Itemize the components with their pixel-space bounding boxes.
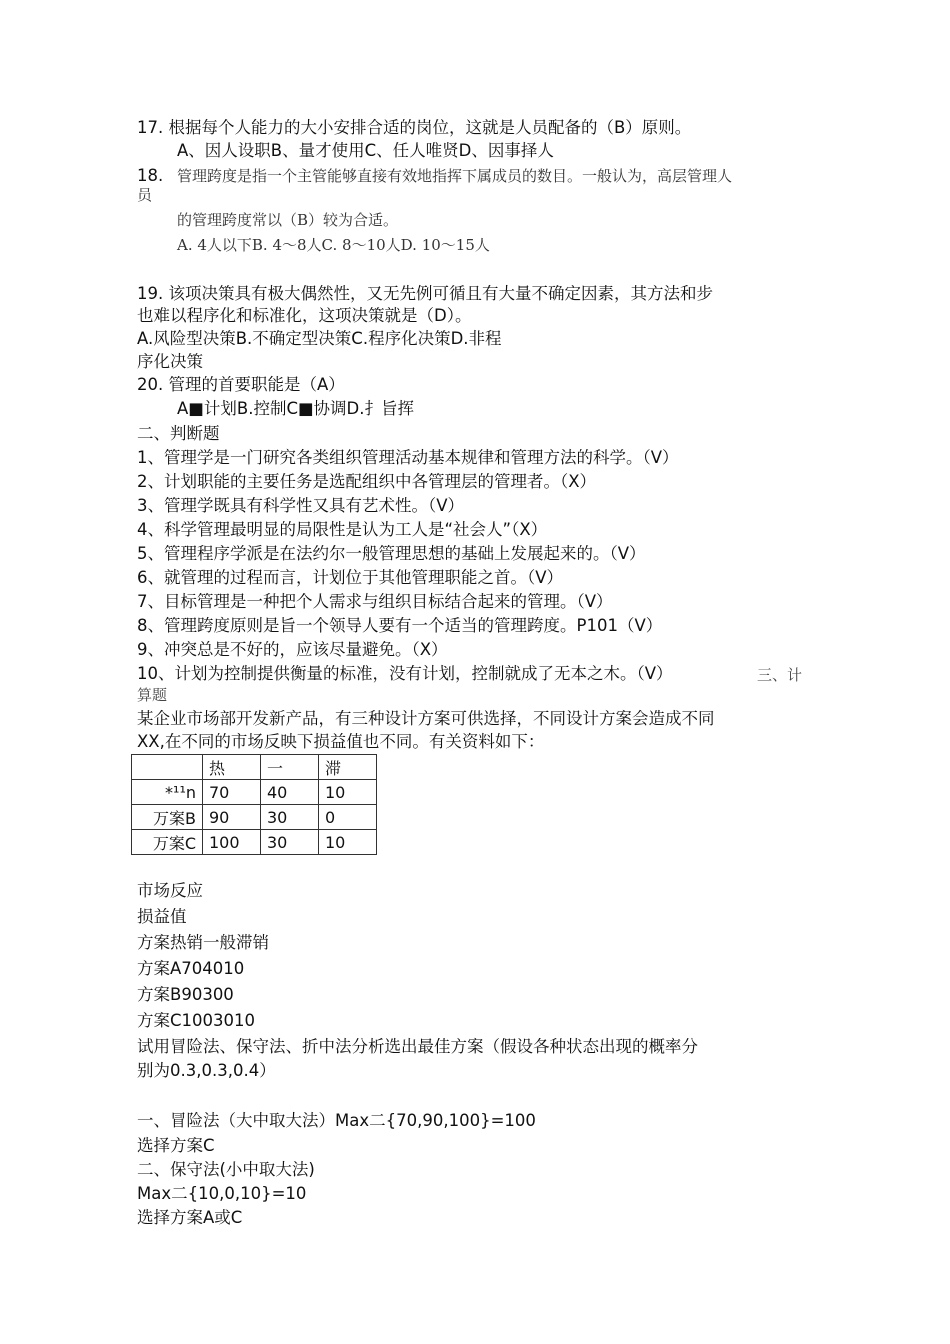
market-response-label: 市场反应	[137, 881, 203, 900]
table-cell: 30	[261, 830, 319, 855]
table-cell: 70	[203, 780, 261, 805]
profit-value-label: 损益值	[137, 907, 187, 926]
question-19: 19. 该项决策具有极大偶然性，又无先例可循且有大量不确定因素，其方法和步	[137, 284, 713, 303]
plan-b-line: 方案B90300	[137, 985, 234, 1004]
tf-item-2: 2、计划职能的主要任务是选配组织中各管理层的管理者。（X）	[137, 472, 597, 491]
tf-item-5: 5、管理程序学派是在法约尔一般管理思想的基础上发展起来的。（V）	[137, 544, 646, 563]
risk-method: 一、冒险法（大中取大法）Max二{70,90,100}=100	[137, 1111, 536, 1130]
table-cell: 90	[203, 805, 261, 830]
table-row	[132, 780, 377, 805]
table-cell: 滞	[319, 755, 377, 780]
table-cell: 热	[203, 755, 261, 780]
table-cell: 100	[203, 830, 261, 855]
question-17-options: A、因人设职B、量才使用C、任人唯贤D、因事择人	[177, 141, 554, 160]
calc-problem-cont: XX,在不同的市场反映下损益值也不同。有关资料如下：	[137, 732, 545, 751]
table-cell: 40	[261, 780, 319, 805]
question-19-options-cont: 序化决策	[137, 352, 203, 371]
question-20-options: A■计划B.控制C■协调D.扌旨挥	[177, 399, 415, 418]
question-19-cont: 也难以程序化和标准化，这项决策就是（D）。	[137, 306, 472, 325]
table-row	[132, 805, 377, 830]
question-20: 20. 管理的首要职能是（A）	[137, 375, 345, 394]
table-row	[132, 755, 377, 780]
question-18-number: 18.	[137, 166, 164, 185]
table-cell	[132, 755, 203, 780]
table-cell: 万案C	[132, 830, 203, 855]
tf-item-9: 9、冲突总是不好的，应该尽量避免。（X）	[137, 640, 448, 659]
tf-item-4: 4、科学管理最明显的局限性是认为工人是“社会人”（X）	[137, 520, 548, 539]
question-18-text: 管理跨度是指一个主管能够直接有效地指挥下属成员的数目。一般认为，高层管理人	[177, 167, 733, 185]
tf-item-7: 7、目标管理是一种把个人需求与组织目标结合起来的管理。（V）	[137, 592, 613, 611]
calc-instruction-cont: 别为0.3,0.3,0.4）	[137, 1061, 276, 1080]
payoff-table	[131, 754, 377, 855]
tf-item-8: 8、管理跨度原则是旨一个领导人要有一个适当的管理跨度。P101（V）	[137, 616, 663, 635]
table-cell: 0	[319, 805, 377, 830]
question-19-options: A.风险型决策B.不确定型决策C.程序化决策D.非程	[137, 329, 502, 348]
section-heading-calc-cont: 算题	[137, 686, 168, 704]
plan-c-line: 方案C1003010	[137, 1011, 256, 1030]
table-cell: 10	[319, 830, 377, 855]
tf-item-6: 6、就管理的过程而言，计划位于其他管理职能之首。（V）	[137, 568, 564, 587]
section-heading-calc: 三、计	[757, 666, 803, 684]
plan-a-line: 方案A704010	[137, 959, 245, 978]
section-heading-true-false: 二、判断题	[137, 424, 220, 443]
tf-item-3: 3、管理学既具有科学性又具有艺术性。（V）	[137, 496, 465, 515]
conservative-method: 二、保守法(小中取大法)	[137, 1160, 315, 1179]
conservative-method-max: Max二{10,0,10}=10	[137, 1184, 307, 1203]
question-17: 17. 根据每个人能力的大小安排合适的岗位，这就是人员配备的（B）原则。	[137, 118, 692, 137]
question-18-options: A. 4人以下B. 4～8人C. 8～10人D. 10～15人	[177, 236, 490, 254]
table-cell: 万案B	[132, 805, 203, 830]
table-cell: 10	[319, 780, 377, 805]
calc-instruction: 试用冒险法、保守法、折中法分析选出最佳方案（假设各种状态出现的概率分	[137, 1037, 698, 1056]
table-cell: *¹¹n	[132, 780, 203, 805]
calc-problem: 某企业市场部开发新产品，有三种设计方案可供选择，不同设计方案会造成不同	[137, 709, 715, 728]
tf-item-1: 1、管理学是一门研究各类组织管理活动基本规律和管理方法的科学。（V）	[137, 448, 679, 467]
table-row	[132, 830, 377, 855]
question-18-text-wrap: 员	[137, 186, 153, 204]
question-18-text-cont: 的管理跨度常以（B）较为合适。	[177, 211, 399, 229]
plan-header-line: 方案热销一般滞销	[137, 933, 269, 952]
table-cell: 一	[261, 755, 319, 780]
conservative-method-choice: 选择方案A或C	[137, 1208, 243, 1227]
risk-method-choice: 选择方案C	[137, 1136, 215, 1155]
tf-item-10: 10、计划为控制提供衡量的标准，没有计划，控制就成了无本之木。（V）	[137, 664, 673, 683]
table-cell: 30	[261, 805, 319, 830]
